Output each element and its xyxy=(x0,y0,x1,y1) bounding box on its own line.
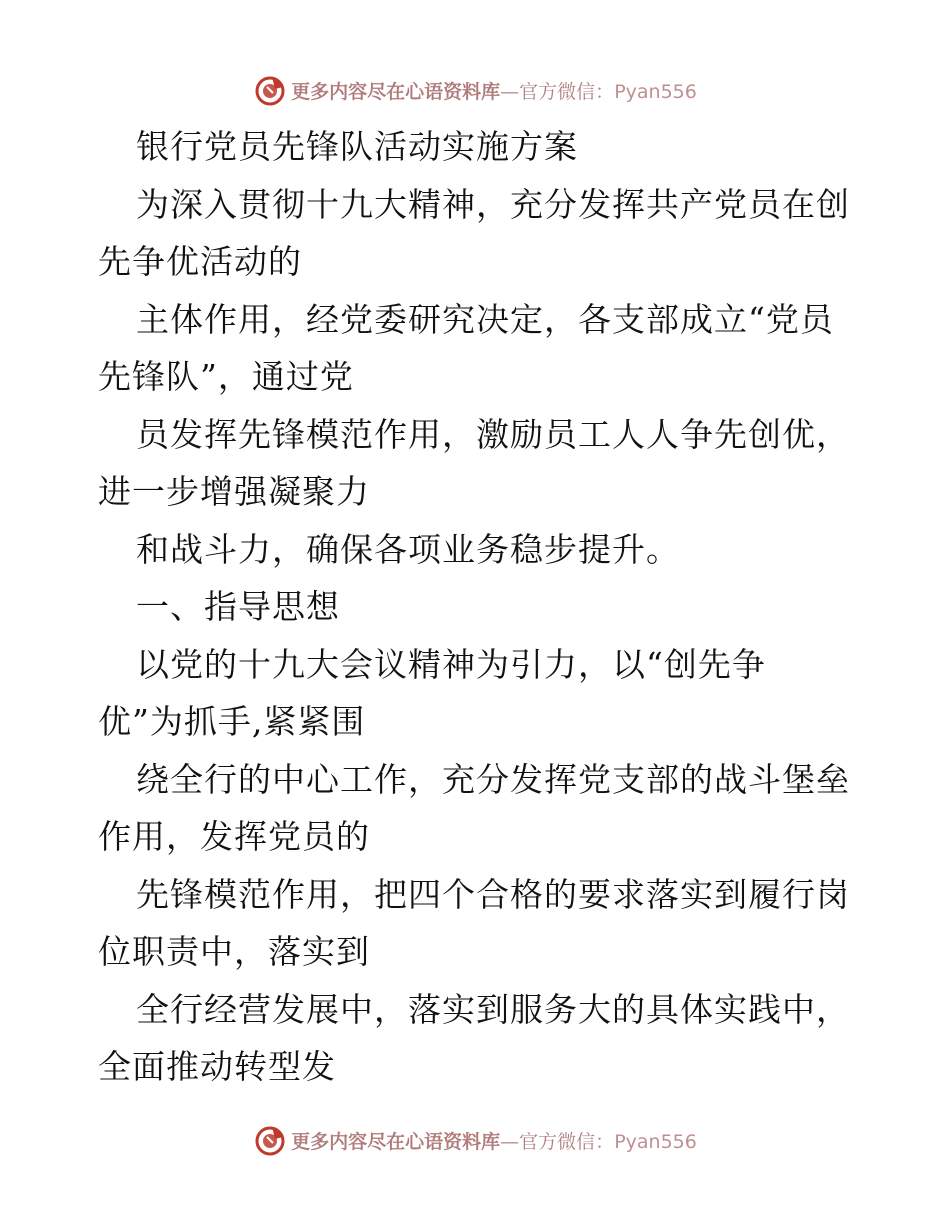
paragraph-line: 绕全行的中心工作，充分发挥党支部的战斗堡垒 xyxy=(136,759,850,799)
watermark-official: 官方微信： xyxy=(519,80,615,103)
paragraph-line: 员发挥先锋模范作用，激励员工人人争先创优， xyxy=(136,414,850,454)
paragraph-line: 作用，发挥党员的 xyxy=(98,817,370,856)
paragraph-line: 主体作用，经党委研究决定，各支部成立“党员 xyxy=(136,299,834,339)
paragraph-line: 优”为抓手,紧紧围 xyxy=(98,702,366,741)
paragraph-line: 全面推动转型发 xyxy=(98,1047,336,1086)
library-logo-icon xyxy=(253,1123,287,1157)
paragraph-line: 先争优活动的 xyxy=(98,242,302,281)
library-logo-icon xyxy=(253,73,287,107)
paragraph-line: 位职责中，落实到 xyxy=(98,932,370,971)
watermark-brand: 更多内容尽在心语资料库 xyxy=(291,80,501,103)
watermark-dash: — xyxy=(500,1130,520,1153)
paragraph-line: 和战斗力，确保各项业务稳步提升。 xyxy=(136,529,680,569)
paragraph-line: 以党的十九大会议精神为引力，以“创先争 xyxy=(136,644,766,684)
paragraph-line: 全行经营发展中，落实到服务大的具体实践中， xyxy=(136,989,850,1029)
paragraph-line: 为深入贯彻十九大精神，充分发挥共产党员在创 xyxy=(136,184,850,224)
paragraph-line: 一、指导思想 xyxy=(136,587,340,626)
document-body xyxy=(98,118,858,1096)
footer-watermark xyxy=(0,1120,950,1160)
watermark-dash: — xyxy=(500,80,520,103)
paragraph-line: 先锋模范作用，把四个合格的要求落实到履行岗 xyxy=(136,874,850,914)
document-title: 银行党员先锋队活动实施方案 xyxy=(136,127,578,166)
header-watermark xyxy=(0,70,950,110)
paragraph-line: 进一步增强凝聚力 xyxy=(98,472,370,511)
watermark-official: 官方微信： xyxy=(519,1130,615,1153)
watermark-wechat-id: Pyan556 xyxy=(614,1130,697,1153)
paragraph-line: 先锋队”，通过党 xyxy=(98,357,354,396)
watermark-wechat-id: Pyan556 xyxy=(614,80,697,103)
watermark-brand: 更多内容尽在心语资料库 xyxy=(291,1130,501,1153)
